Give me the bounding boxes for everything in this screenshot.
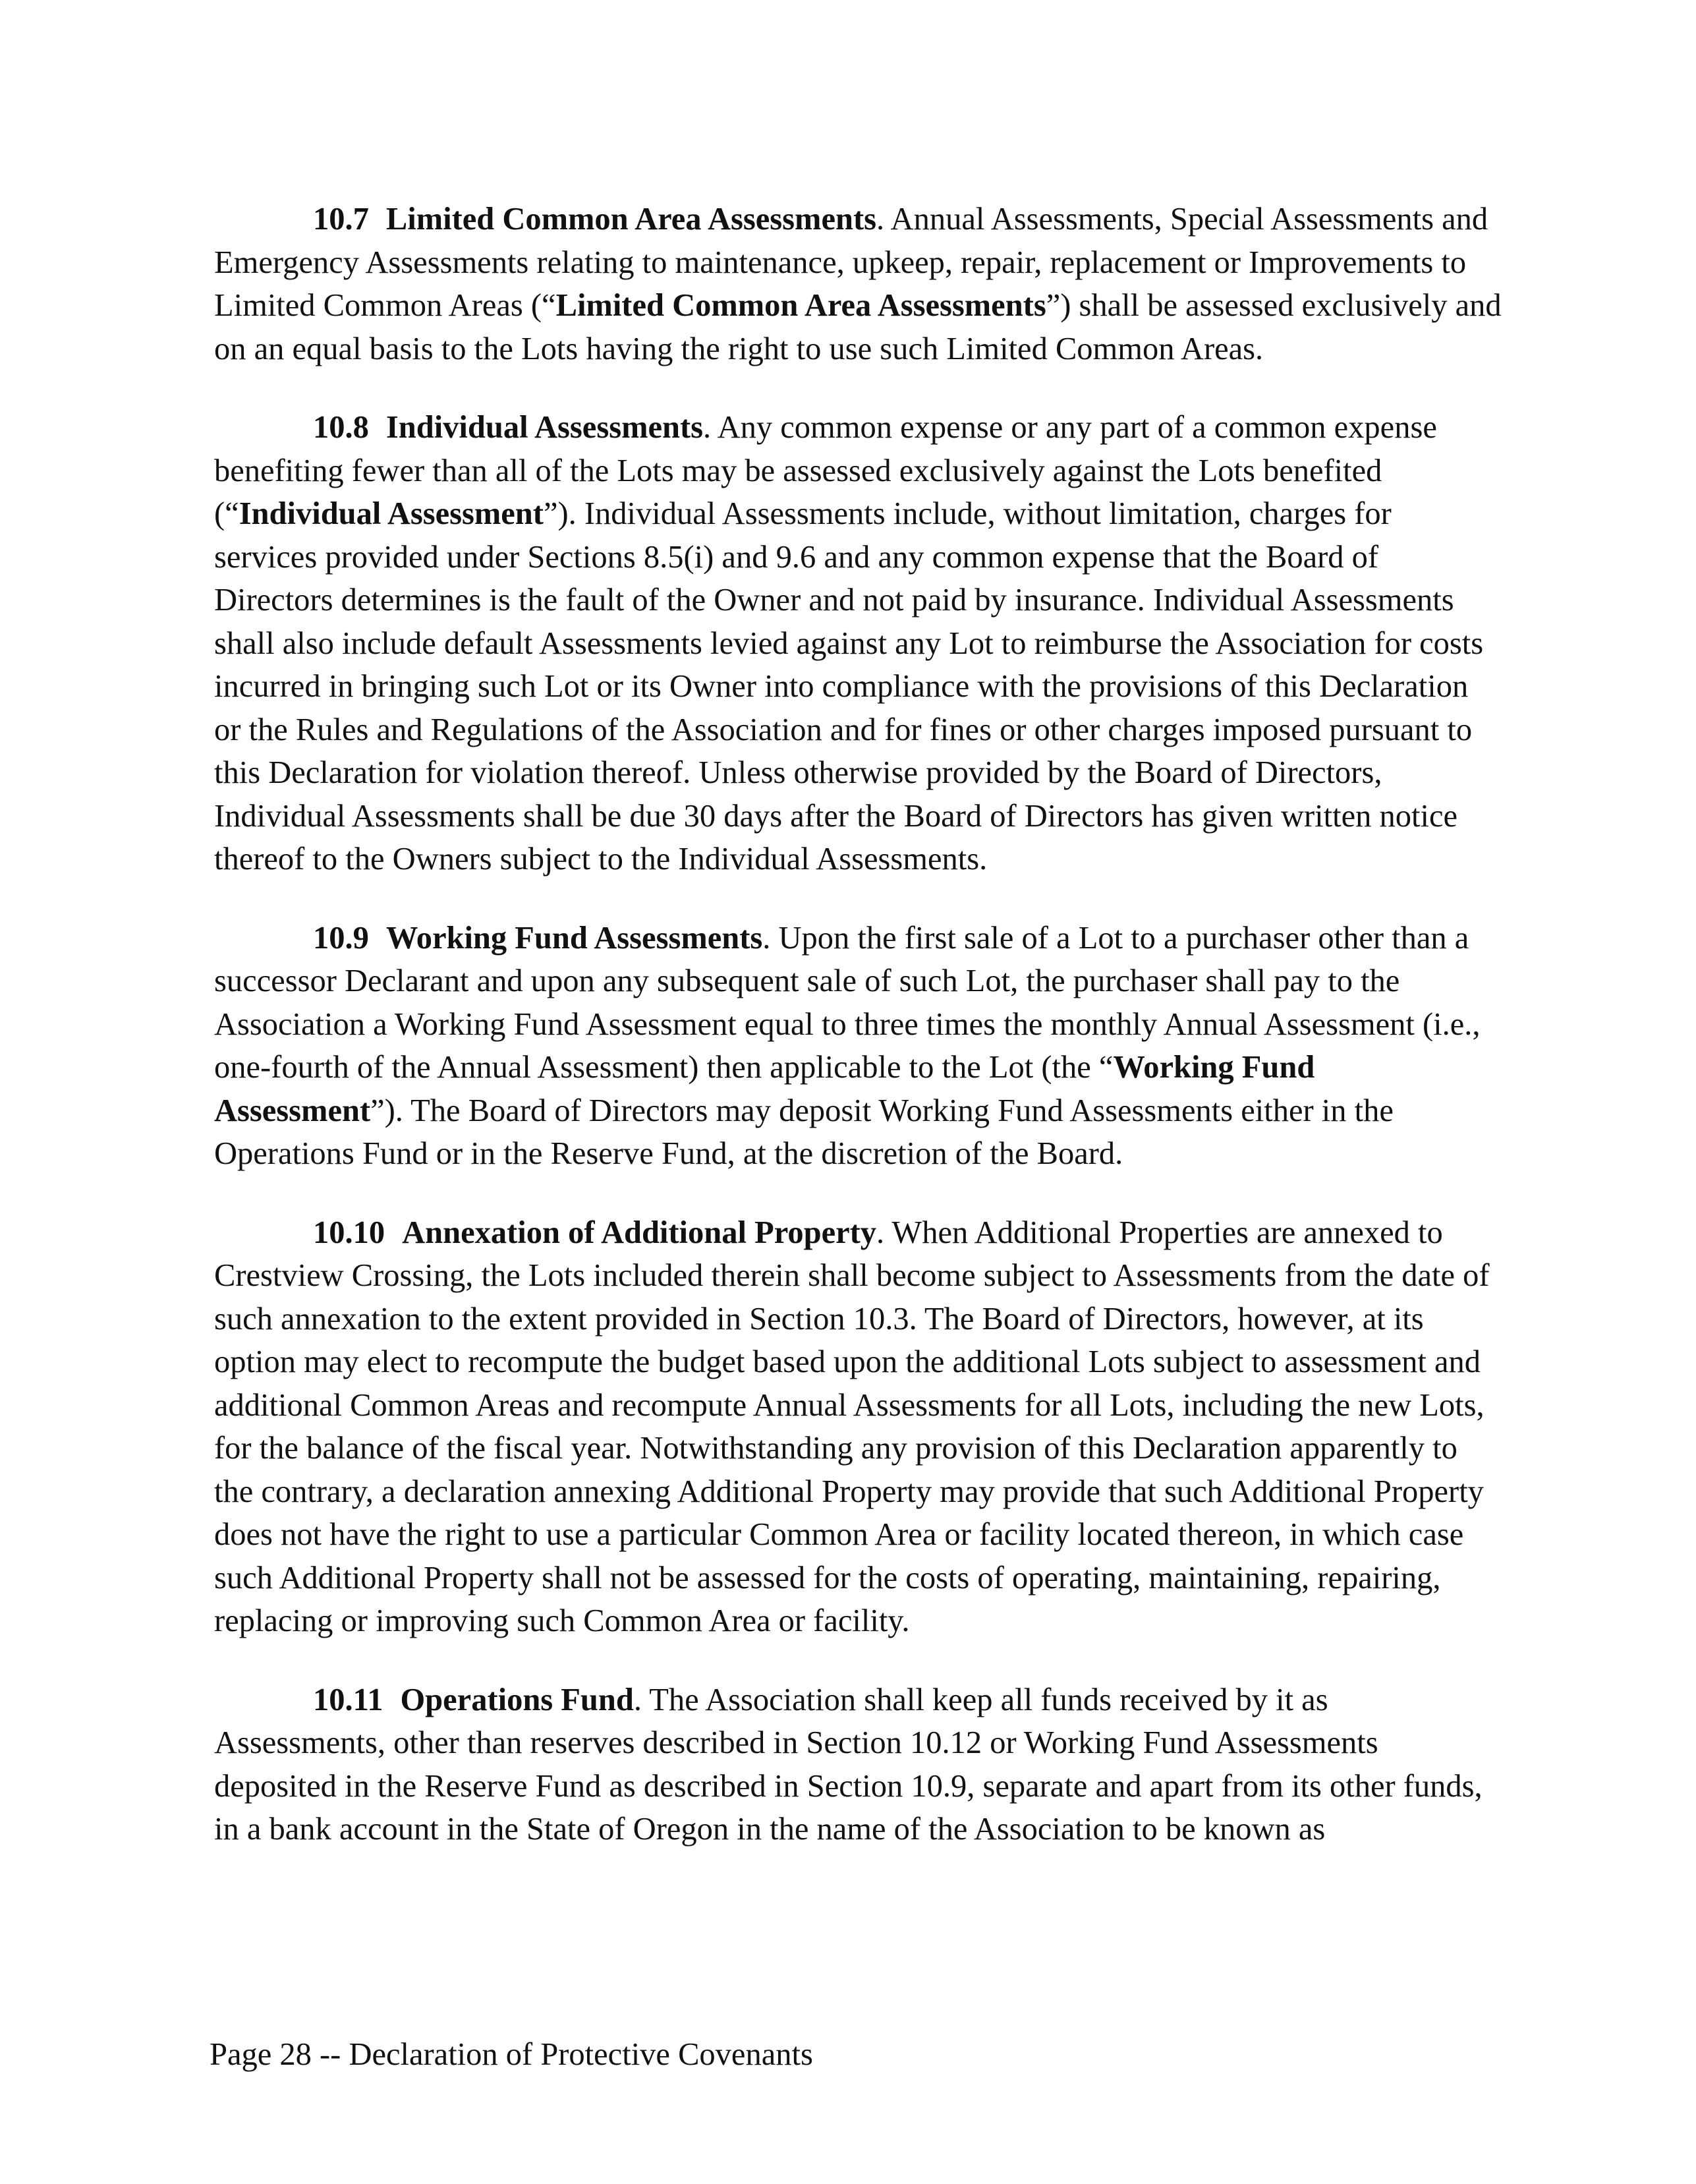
- section-10-9: [214, 917, 1502, 1176]
- section-10-7: [214, 198, 1502, 370]
- section-title: Limited Common Area Assessments: [385, 202, 876, 237]
- section-10-8: [214, 406, 1502, 881]
- section-text-continued: ”) shall be assessed exclusively and on an equal basis to the Lots having the right to use such Limited Common Areas.: [214, 288, 1502, 366]
- page-footer: Page 28 -- Declaration of Protective Covenants: [210, 2037, 813, 2072]
- section-10-10: [214, 1211, 1502, 1643]
- section-text: . The Association shall keep all funds received by it as Assessments, other than reserves described in Section 10.12 or Working Fund Assessments deposited in the Reserve Fund as described in Section 10.9, separate and apart from its other funds, in a bank account in the State of Oregon in the name of the Association to be known as: [214, 1682, 1483, 1847]
- section-number: 10.11: [313, 1682, 383, 1717]
- section-number: 10.8: [313, 410, 369, 445]
- defined-term: Individual Assessment: [239, 496, 544, 531]
- section-title: Operations Fund: [400, 1682, 634, 1717]
- section-text-continued: ”). The Board of Directors may deposit Working Fund Assessments either in the Operations Fund or in the Reserve Fund, at the discretion of the Board.: [214, 1093, 1394, 1171]
- section-title: Individual Assessments: [385, 410, 703, 445]
- defined-term: Working Fund Assessment: [214, 1050, 1315, 1128]
- section-text: . Upon the first sale of a Lot to a purchaser other than a successor Declarant and upon any subsequent sale of such Lot, the purchaser shall pay to the Association a Working Fund Assessment equal to three times the monthly Annual Assessment (i.e., one-fourth of the Annual Assessment) then applicable to the Lot (the “: [214, 920, 1481, 1085]
- defined-term: Limited Common Area Assessments: [555, 288, 1046, 323]
- section-number: 10.7: [313, 202, 369, 237]
- section-title: Annexation of Additional Property: [402, 1215, 877, 1250]
- document-body: [214, 198, 1502, 1887]
- section-number: 10.10: [313, 1215, 385, 1250]
- section-title: Working Fund Assessments: [385, 920, 763, 956]
- section-number: 10.9: [313, 920, 369, 956]
- section-text: . Any common expense or any part of a common expense benefiting fewer than all of the Lots may be assessed exclusively against the Lots benefited (“: [214, 410, 1437, 531]
- section-text: . When Additional Properties are annexed to Crestview Crossing, the Lots included therein shall become subject to Assessments from the date of such annexation to the extent provided in Section 10.3. The Board of Directors, however, at its option may elect to recompute the budget based upon the additional Lots subject to assessment and additional Common Areas and recompute Annual Assessments for all Lots, including the new Lots, for the balance of the fiscal year. Notwithstanding any provision of this Declaration apparently to the contrary, a declaration annexing Additional Property may provide that such Additional Property does not have the right to use a particular Common Area or facility located thereon, in which case such Additional Property shall not be assessed for the costs of operating, maintaining, repairing, replacing or improving such Common Area or facility.: [214, 1215, 1490, 1638]
- section-text-continued: ”). Individual Assessments include, without limitation, charges for services provided under Sections 8.5(i) and 9.6 and any common expense that the Board of Directors determines is the fault of the Owner and not paid by insurance. Individual Assessments shall also include default Assessments levied against any Lot to reimburse the Association for costs incurred in bringing such Lot or its Owner into compliance with the provisions of this Declaration or the Rules and Regulations of the Association and for fines or other charges imposed pursuant to this Declaration for violation thereof. Unless otherwise provided by the Board of Directors, Individual Assessments shall be due 30 days after the Board of Directors has given written notice thereof to the Owners subject to the Individual Assessments.: [214, 496, 1484, 876]
- section-10-11: [214, 1679, 1502, 1851]
- section-text: . Annual Assessments, Special Assessments and Emergency Assessments relating to maintenance, upkeep, repair, replacement or Improvements to Limited Common Areas (“: [214, 202, 1488, 323]
